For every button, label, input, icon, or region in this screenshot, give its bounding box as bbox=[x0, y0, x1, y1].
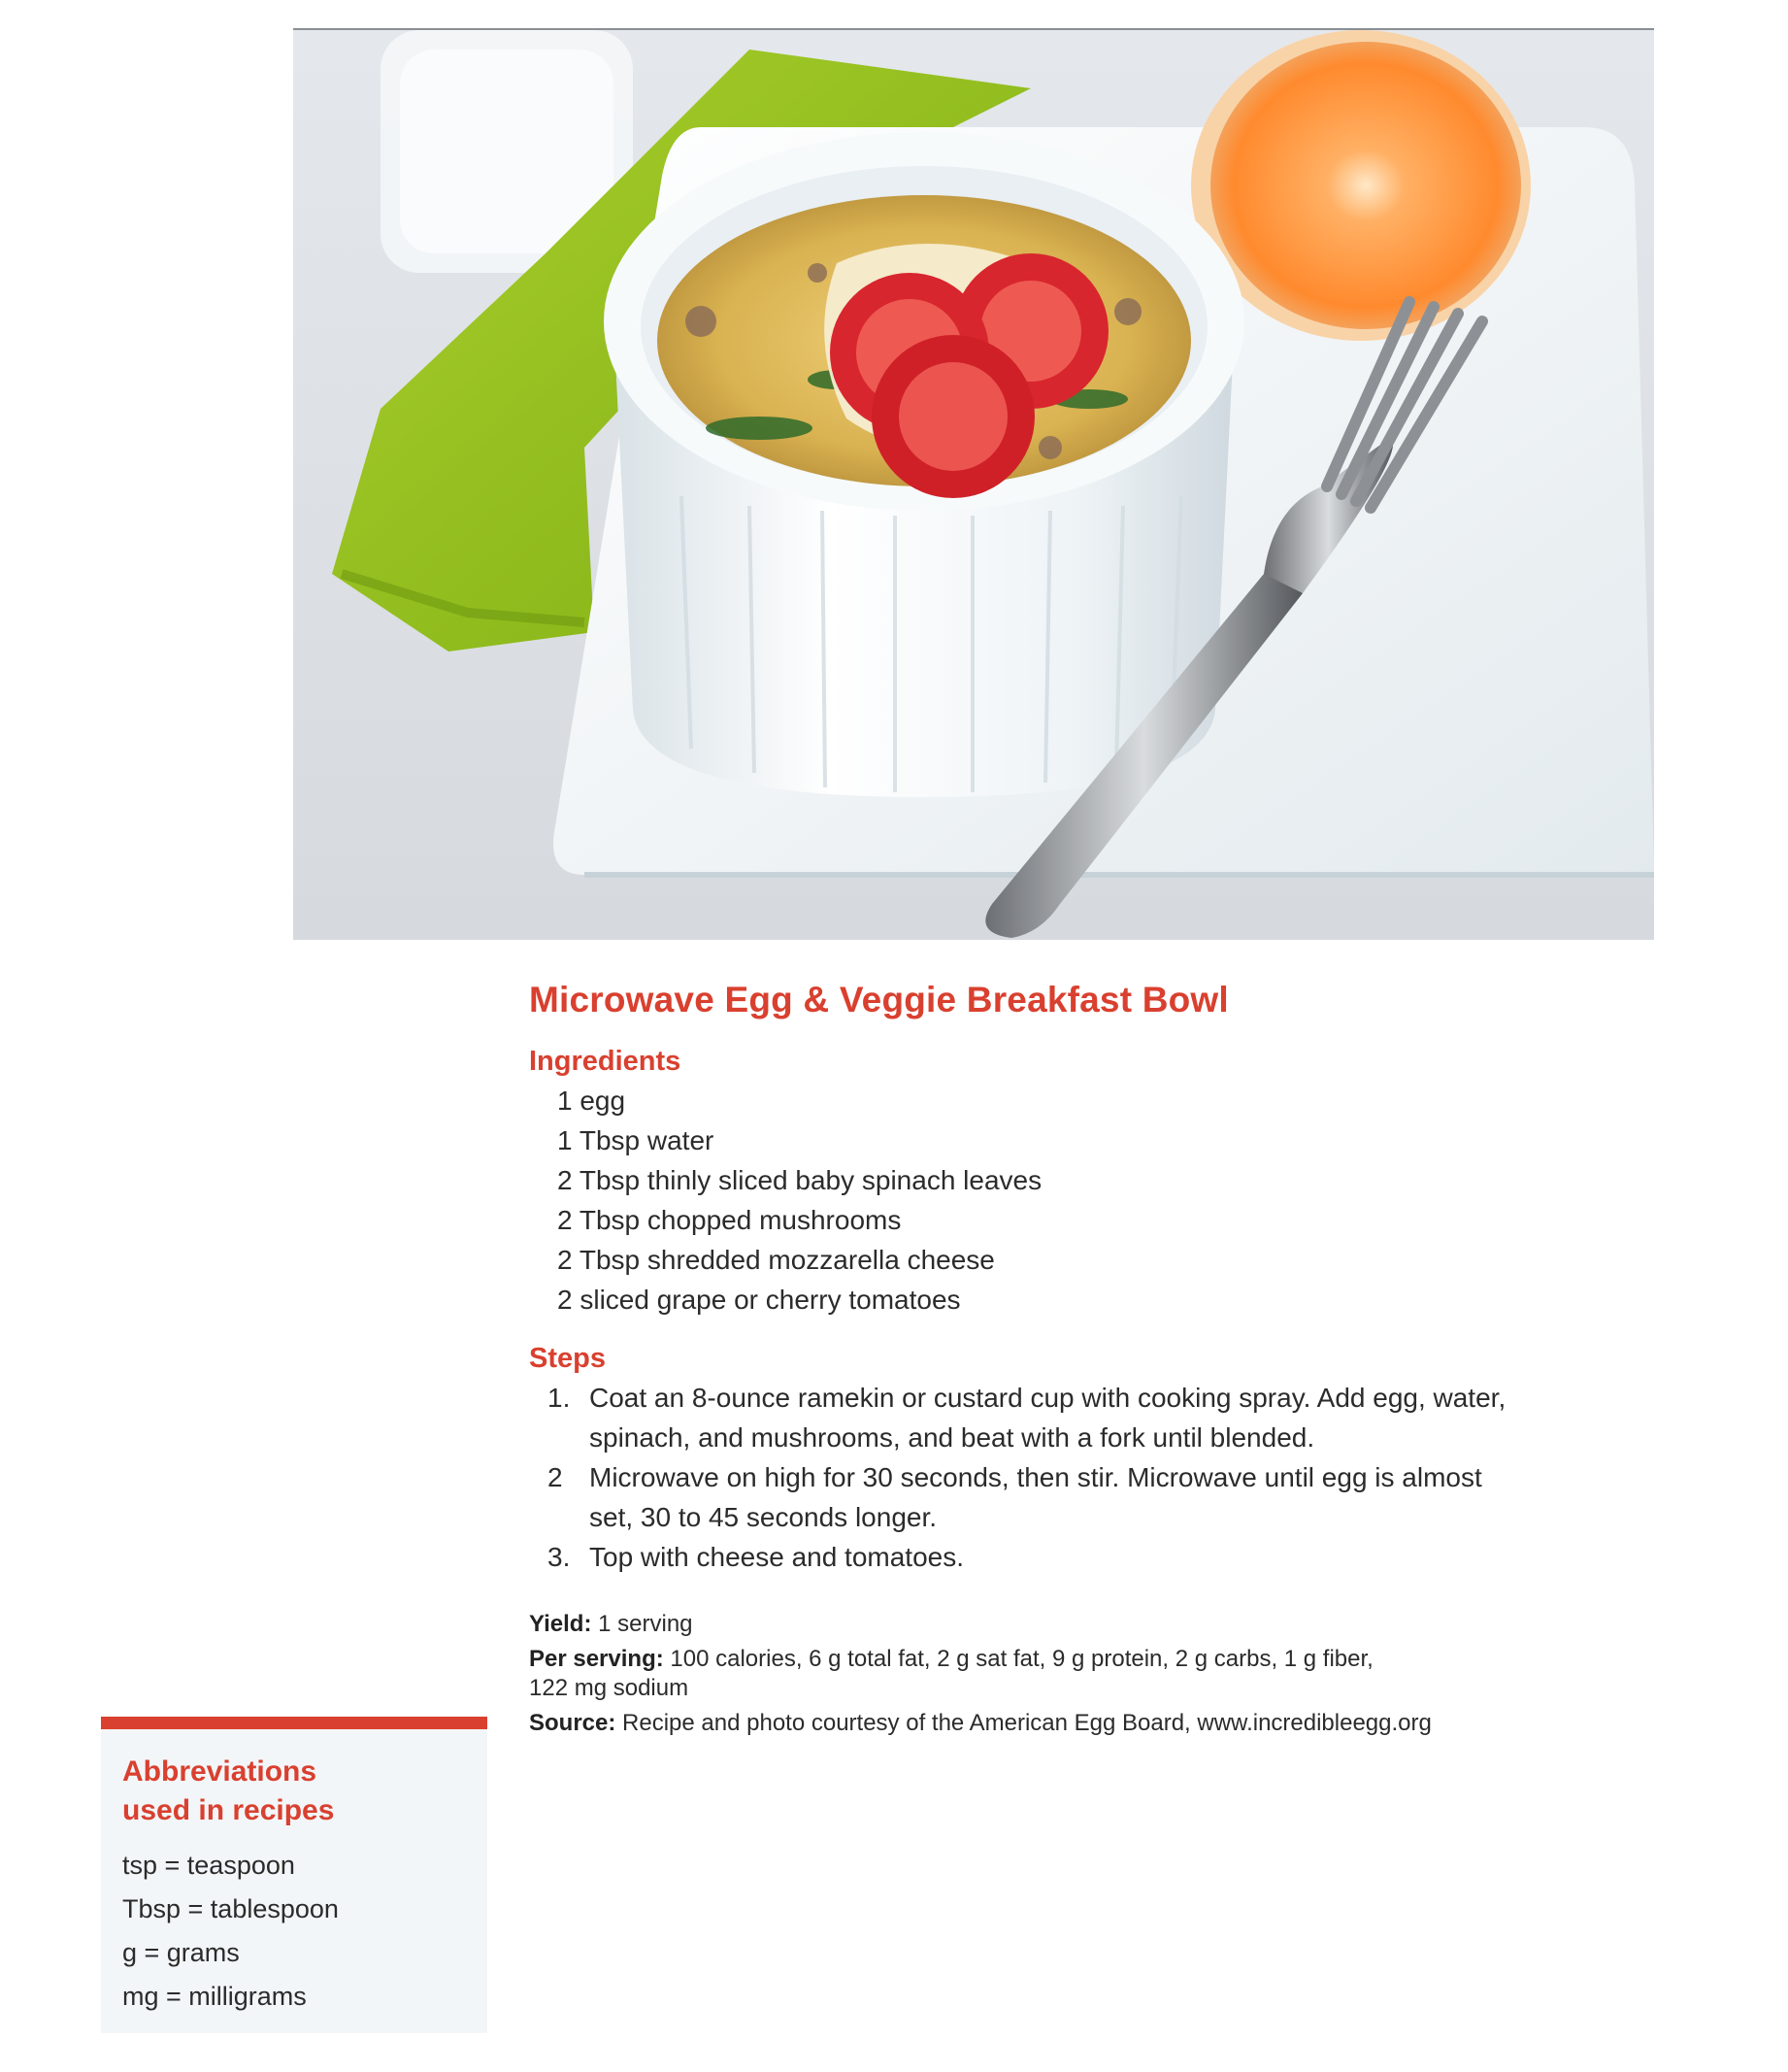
yield-line bbox=[529, 1610, 1616, 1639]
source-value: Recipe and photo courtesy of the American Egg Board, www.incredibleegg.org bbox=[622, 1710, 1432, 1736]
source-label: Source: bbox=[529, 1710, 616, 1736]
abbreviation-item: Tbsp = tablespoon bbox=[122, 1894, 339, 1923]
abbreviations-box bbox=[101, 1717, 487, 2033]
ingredient-item: 2 Tbsp shredded mozzarella cheese bbox=[557, 1245, 995, 1275]
steps-list bbox=[529, 1378, 1616, 1577]
steps-heading: Steps bbox=[529, 1343, 606, 1374]
abbreviation-item: tsp = teaspoon bbox=[122, 1851, 295, 1880]
abbreviation-item: g = grams bbox=[122, 1938, 240, 1967]
yield-label: Yield: bbox=[529, 1611, 592, 1637]
ingredient-item: 2 Tbsp thinly sliced baby spinach leaves bbox=[557, 1165, 1043, 1195]
step-item bbox=[529, 1378, 1616, 1457]
abbreviations-title-line: used in recipes bbox=[122, 1794, 335, 1826]
step-number: 1. bbox=[547, 1383, 571, 1413]
recipe-title: Microwave Egg & Veggie Breakfast Bowl bbox=[529, 980, 1229, 1019]
per-serving-line bbox=[529, 1645, 1616, 1703]
step-item bbox=[529, 1537, 1616, 1577]
ingredient-item: 2 Tbsp chopped mushrooms bbox=[557, 1205, 902, 1235]
step-number: 2 bbox=[547, 1462, 563, 1492]
ingredient-item: 2 sliced grape or cherry tomatoes bbox=[557, 1285, 961, 1315]
source-line bbox=[529, 1709, 1616, 1738]
recipe-card bbox=[529, 976, 1616, 1744]
step-item bbox=[529, 1457, 1616, 1537]
per-serving-label: Per serving: bbox=[529, 1646, 664, 1672]
step-number: 3. bbox=[547, 1542, 571, 1572]
per-serving-value: 100 calories, 6 g total fat, 2 g sat fat, 9 g protein, 2 g carbs, 1 g fiber, bbox=[670, 1646, 1374, 1672]
recipe-meta bbox=[529, 1610, 1616, 1738]
yield-value: 1 serving bbox=[598, 1611, 693, 1637]
ingredients-heading: Ingredients bbox=[529, 1046, 681, 1077]
abbreviations-list bbox=[122, 1844, 466, 2019]
step-text: Microwave on high for 30 seconds, then stir. Microwave until egg is almost set, 30 to 45 seconds longer. bbox=[589, 1462, 1482, 1532]
breakfast-bowl-illustration bbox=[293, 30, 1654, 940]
per-serving-value-continued: 122 mg sodium bbox=[529, 1675, 689, 1701]
ingredient-item: 1 Tbsp water bbox=[557, 1125, 714, 1155]
orange-half bbox=[1210, 42, 1521, 329]
abbreviations-title-line: Abbreviations bbox=[122, 1755, 317, 1788]
abbreviations-title bbox=[122, 1753, 466, 1830]
step-text: Coat an 8-ounce ramekin or custard cup with cooking spray. Add egg, water, spinach, and mushrooms, and beat with a fork until blended. bbox=[589, 1383, 1507, 1453]
abbreviation-item: mg = milligrams bbox=[122, 1982, 307, 2011]
ingredient-item: 1 egg bbox=[557, 1086, 626, 1116]
ingredients-list bbox=[529, 1081, 1616, 1320]
step-text: Top with cheese and tomatoes. bbox=[589, 1542, 965, 1572]
recipe-photo bbox=[293, 28, 1654, 940]
